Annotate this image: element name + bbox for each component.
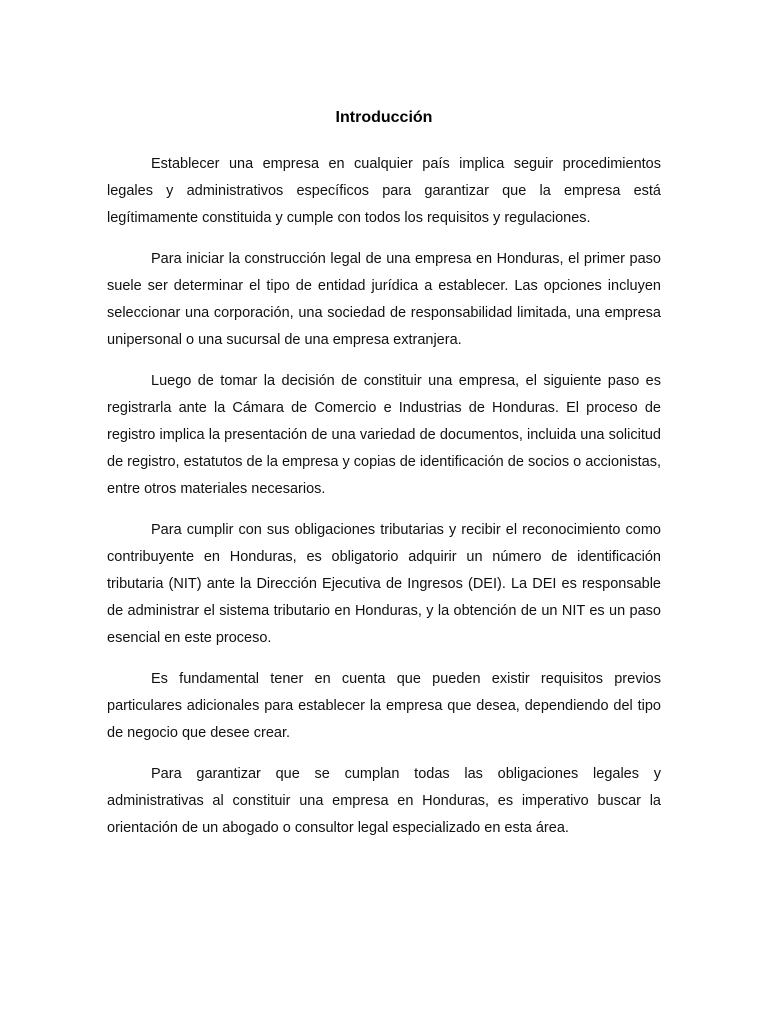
paragraph-legal-entity: Para iniciar la construcción legal de una empresa en Honduras, el primer paso suele ser determinar el tipo de entidad jurídica a establecer. Las opciones incluyen seleccionar una corporación, una sociedad de responsabilidad limitada, una empresa unipersonal o una sucursal de una empresa extranjera. <box>107 251 661 348</box>
document-title: Introducción <box>335 109 433 126</box>
paragraph-requirements: Es fundamental tener en cuenta que pueden existir requisitos previos particulares adicionales para establecer la empresa que desea, dependiendo del tipo de negocio que desee crear. <box>107 671 661 741</box>
paragraph-legal-advice: Para garantizar que se cumplan todas las obligaciones legales y administrativas al constituir una empresa en Honduras, es imperativo buscar la orientación de un abogado o consultor legal especializado en esta área. <box>107 766 661 836</box>
paragraph-tax-id: Para cumplir con sus obligaciones tributarias y recibir el reconocimiento como contribuyente en Honduras, es obligatorio adquirir un número de identificación tributaria (NIT) ante la Dirección Ejecutiva de Ingresos (DEI). La DEI es responsable de administrar el sistema tributario en Honduras, y la obtención de un NIT es un paso esencial en este proceso. <box>107 522 661 646</box>
paragraph-registration: Luego de tomar la decisión de constituir una empresa, el siguiente paso es registrarla ante la Cámara de Comercio e Industrias de Honduras. El proceso de registro implica la presentación de una variedad de documentos, incluida una solicitud de registro, estatutos de la empresa y copias de identificación de socios o accionistas, entre otros materiales necesarios. <box>107 373 661 497</box>
paragraph-intro: Establecer una empresa en cualquier país implica seguir procedimientos legales y administrativos específicos para garantizar que la empresa está legítimamente constituida y cumple con todos los requisitos y regulaciones. <box>107 156 661 226</box>
